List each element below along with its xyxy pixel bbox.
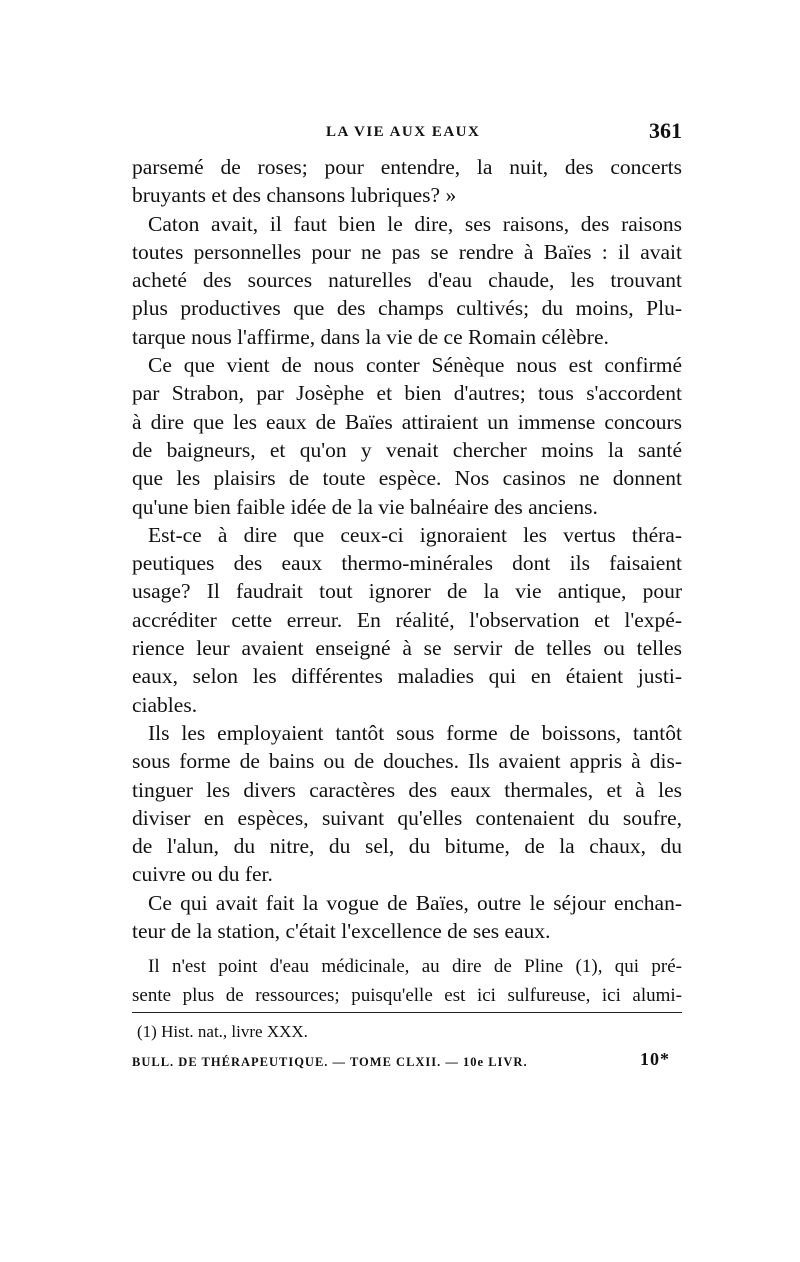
page-number: 361 [649, 118, 682, 143]
text-line: teur de la station, c'était l'excellence de ses eaux. [132, 919, 551, 944]
text-line: plus productives que des champs cultivés; du moins, Plu- [132, 296, 682, 321]
text-line: ciables. [132, 692, 198, 717]
footer-signature: BULL. DE THÉRAPEUTIQUE. — TOME CLXII. — 10e LIVR. [132, 1055, 528, 1069]
text-line: à dire que les eaux de Baïes attiraient un immense concours [132, 409, 682, 434]
text-line: rience leur avaient enseigné à se servir de telles ou telles [132, 636, 682, 661]
text-line: par Strabon, par Josèphe et bien d'autres; tous s'accordent [132, 381, 682, 406]
text-line: Est-ce à dire que ceux-ci ignoraient les vertus théra- [148, 522, 682, 547]
text-line: toutes personnelles pour ne pas se rendre à Baïes : il avait [132, 239, 682, 264]
running-head [132, 118, 682, 148]
text-line: tinguer les divers caractères des eaux thermales, et à les [132, 777, 682, 802]
text-line: Caton avait, il faut bien le dire, ses raisons, des raisons [148, 211, 682, 236]
text-line: Il n'est point d'eau médicinale, au dire de Pline (1), qui pré- [148, 956, 682, 978]
text-line: qu'une bien faible idée de la vie balnéaire des anciens. [132, 494, 598, 519]
text-line: Ils les employaient tantôt sous forme de boissons, tantôt [148, 720, 682, 745]
text-line: peutiques des eaux thermo-minérales dont ils faisaient [132, 551, 682, 576]
text-line: tarque nous l'affirme, dans la vie de ce Romain célèbre. [132, 324, 609, 349]
body-text [132, 153, 682, 1010]
footnote-rule [132, 1012, 682, 1013]
footer-sheet-mark: 10* [640, 1049, 670, 1069]
text-line: diviser en espèces, suivant qu'elles contenaient du soufre, [132, 805, 682, 830]
text-line: usage? Il faudrait tout ignorer de la vie antique, pour [132, 579, 682, 604]
text-line: bruyants et des chansons lubriques? » [132, 183, 457, 208]
footnote: (1) Hist. nat., livre XXX. [137, 1022, 308, 1041]
text-line: sente plus de ressources; puisqu'elle est ici sulfureuse, ici alumi- [132, 984, 682, 1006]
text-line: Ce qui avait fait la vogue de Baïes, outre le séjour enchan- [148, 890, 682, 915]
text-line: de l'alun, du nitre, du sel, du bitume, de la chaux, du [132, 834, 682, 859]
text-line: acheté des sources naturelles d'eau chaude, les trouvant [132, 268, 682, 293]
text-line: parsemé de roses; pour entendre, la nuit, des concerts [132, 155, 682, 179]
text-line: que les plaisirs de toute espèce. Nos casinos ne donnent [132, 466, 682, 491]
text-line: de baigneurs, et qu'on y venait chercher moins la santé [132, 437, 682, 462]
text-line: Ce que vient de nous conter Sénèque nous est confirmé [148, 353, 682, 378]
running-title: LA VIE AUX EAUX [326, 124, 481, 140]
text-line: cuivre ou du fer. [132, 862, 273, 887]
text-line: accréditer cette erreur. En réalité, l'observation et l'expé- [132, 607, 682, 632]
page-footer [132, 1049, 682, 1073]
text-line: sous forme de bains ou de douches. Ils avaient appris à dis- [132, 749, 682, 774]
text-line: eaux, selon les différentes maladies qui en étaient justi- [132, 664, 682, 689]
